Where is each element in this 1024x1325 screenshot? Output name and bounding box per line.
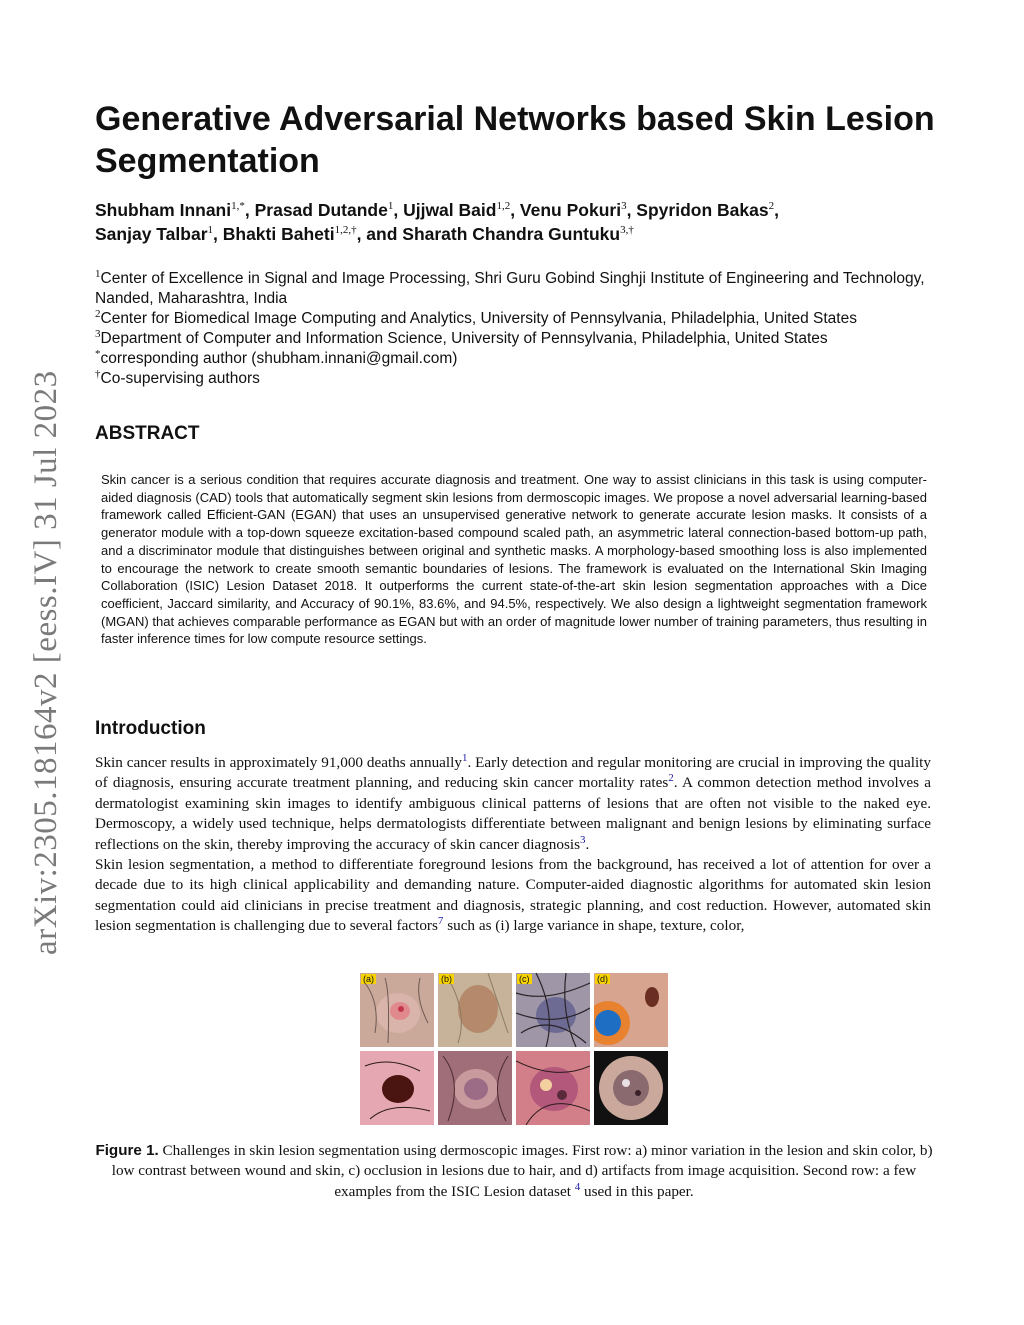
author: Venu Pokuri$^3$, — [519, 200, 637, 220]
citation-link[interactable]: 4 — [574, 1180, 581, 1193]
arxiv-side-stamp: arXiv:2305.18164v2 [eess.IV] 31 Jul 2023 — [28, 370, 64, 955]
intro-paragraph-1: Skin cancer results in approximately 91,000 deaths annually$^1$. Early detection and regular monitoring are crucial in improving the quality of diagnosis, ensuring accurate treatment planning, and reducing skin cancer mortality rates$^2$. A common detection method involves a dermatologist examining skin images to identify ambiguous clinical patterns of lesions that are often not visible to the naked eye. Dermoscopy, a widely used technique, helps dermatologists differentiate between malignant and benign lesions by eliminating surface reflections on the skin, thereby improving the accuracy of skin cancer diagnosis$^3$. — [95, 751, 931, 853]
author: Sharath Chandra Guntuku$^{3,\dagger}$ — [402, 224, 634, 244]
author: Shubham Innani$^{1,*}$, — [95, 200, 255, 220]
isic-example-1 — [360, 1051, 434, 1125]
affiliation-item: $^1$Center of Excellence in Signal and Image Processing, Shri Guru Gobind Singhji Institute of Engineering and Technology, Nanded, Maharashtra, India — [95, 267, 925, 307]
citation-link[interactable]: 2 — [668, 772, 674, 785]
panel-tag-d: (d) — [597, 974, 608, 984]
lesion-image-b — [438, 973, 512, 1047]
panel-tag-a: (a) — [363, 974, 374, 984]
abstract-heading: ABSTRACT — [95, 423, 200, 444]
affiliation-item: *corresponding author (shubham.innani@gmail.com) — [95, 347, 458, 367]
introduction-body — [95, 753, 931, 937]
citation-link[interactable]: 7 — [437, 915, 444, 928]
figure-1-image-grid — [360, 973, 670, 1125]
isic-example-3 — [516, 1051, 590, 1125]
citation-link[interactable]: 1 — [461, 751, 468, 764]
author: Spyridon Bakas$^2$, — [636, 200, 779, 220]
abstract-body: Skin cancer is a serious condition that requires accurate diagnosis and treatment. One way to assist clinicians in this task is using computer-aided diagnosis (CAD) tools that automatically segment skin lesions from dermoscopic images. We propose a novel adversarial learning-based framework called Efficient-GAN (EGAN) that uses an unsupervised generative network to generate accurate lesion masks. It consists of a generator module with a top-down squeeze excitation-based compound scaled path, an asymmetric lateral connection-based bottom-up path, and a discriminator module that distinguishes between original and synthetic masks. A morphology-based smoothing loss is also implemented to encourage the network to create smooth semantic boundaries of lesions. The framework is evaluated on the International Skin Imaging Collaboration (ISIC) Lesion Dataset 2018. It outperforms the current state-of-the-art skin lesion segmentation approaches with a Dice coefficient, Jaccard similarity, and Accuracy of 90.1%, 83.6%, and 94.5%, respectively. We also design a lightweight segmentation framework (MGAN) that achieves comparable performance as EGAN but with an order of magnitude lower number of training parameters, thus resulting in faster inference times for low compute resource settings. — [101, 472, 927, 647]
affiliation-item: †Co-supervising authors — [95, 367, 260, 387]
intro-paragraph-2: Skin lesion segmentation, a method to differentiate foreground lesions from the background, has received a lot of attention for over a decade due to its high clinical applicability and demanding nature. Computer-aided diagnostic algorithms for automated skin lesion segmentation could aid clinicians in precise treatment and diagnosis, strategic planning, and cost reduction. However, automated skin lesion segmentation is challenging due to several factors$^7$ such as (i) large variance in shape, texture, color, — [95, 856, 931, 935]
author: Ujjwal Baid$^{1,2}$, — [403, 200, 520, 220]
affiliations — [95, 269, 955, 389]
figure-1-caption: Figure 1. Challenges in skin lesion segmentation using dermoscopic images. First row: a) minor variation in the lesion and skin color, b) low contrast between wound and skin, c) occlusion in lesions due to hair, and d) artifacts from image acquisition. Second row: a few examples from the ISIC Lesion dataset $^4$ used in this paper. — [95, 1142, 933, 1200]
citation-link[interactable]: 3 — [580, 833, 586, 846]
introduction-heading: Introduction — [95, 718, 206, 739]
affiliation-item: $^2$Center for Biomedical Image Computing and Analytics, University of Pennsylvania, Philadelphia, United States — [95, 307, 857, 327]
isic-example-4 — [594, 1051, 668, 1125]
paper-title: Generative Adversarial Networks based Skin Lesion Segmentation — [95, 100, 935, 180]
panel-tag-b: (b) — [441, 974, 452, 984]
affiliation-item: $^3$Department of Computer and Information Science, University of Pennsylvania, Philadelphia, United States — [95, 327, 828, 347]
author: Prasad Dutande$^1$, — [254, 200, 404, 220]
panel-tag-c: (c) — [519, 974, 530, 984]
figure-label: Figure 1. — [95, 1142, 159, 1159]
author: Sanjay Talbar$^1$, — [95, 224, 223, 244]
isic-example-2 — [438, 1051, 512, 1125]
lesion-image-d — [594, 973, 668, 1047]
lesion-image-a — [360, 973, 434, 1047]
author-list — [95, 198, 955, 246]
lesion-image-c — [516, 973, 590, 1047]
author: Bhakti Baheti$^{1,2,\dagger}$, and — [222, 224, 403, 244]
